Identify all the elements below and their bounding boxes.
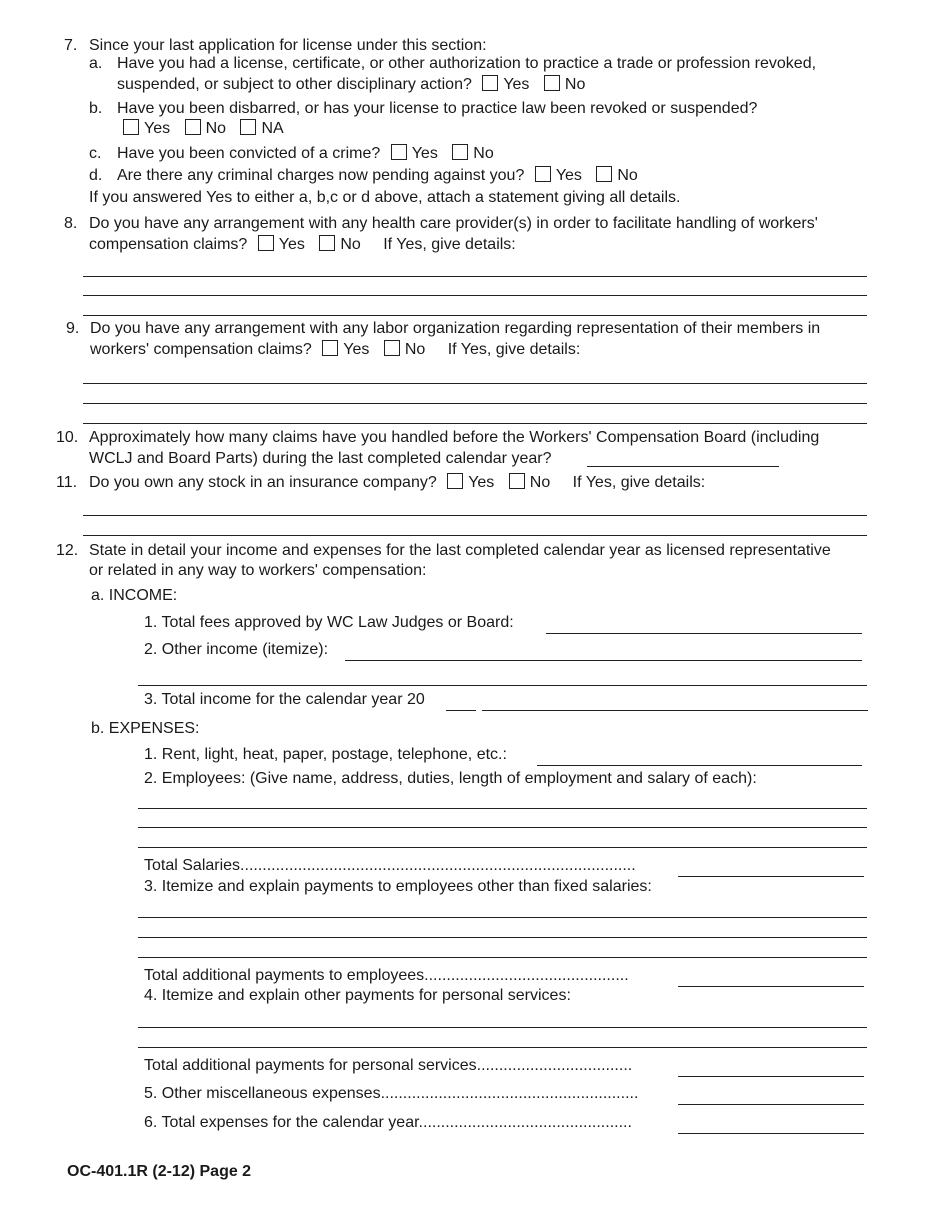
q11-details-label: If Yes, give details: [572, 474, 706, 491]
q7c-no-checkbox[interactable] [452, 144, 468, 160]
q7a-label: a. [89, 55, 103, 72]
total-salaries-label: Total Salaries......................................................................................... [144, 857, 636, 874]
q9-details-label: If Yes, give details: [447, 341, 581, 358]
income-heading: a. INCOME: [91, 587, 178, 604]
expenses-heading: b. EXPENSES: [91, 720, 200, 737]
total-salaries-field[interactable] [678, 876, 864, 877]
q7d-no-label: No [617, 167, 638, 184]
q9-no-checkbox[interactable] [384, 340, 400, 356]
q7-text: Since your last application for license under this section: [89, 37, 487, 54]
q7b-yes-checkbox[interactable] [123, 119, 139, 135]
q10-text-2: WCLJ and Board Parts) during the last completed calendar year? [89, 450, 552, 467]
q7d-label: d. [89, 167, 103, 184]
q9-row [90, 340, 580, 360]
q8-no-checkbox[interactable] [319, 235, 335, 251]
q9-yes-label: Yes [343, 341, 370, 358]
q9-details-line-1[interactable] [83, 383, 867, 384]
employees-line-1[interactable] [138, 808, 867, 809]
total-additional-field[interactable] [678, 986, 864, 987]
additional-payments-line-3[interactable] [138, 957, 867, 958]
q8-text-2: compensation claims? [89, 236, 248, 253]
additional-payments-line-1[interactable] [138, 917, 867, 918]
q7d-no-checkbox[interactable] [596, 166, 612, 182]
total-expenses-field[interactable] [678, 1133, 864, 1134]
q7a-yes-checkbox[interactable] [482, 75, 498, 91]
q11-no-checkbox[interactable] [509, 473, 525, 489]
q8-details-line-3[interactable] [83, 315, 867, 316]
q9-text-2: workers' compensation claims? [90, 341, 312, 358]
q9-details-line-2[interactable] [83, 403, 867, 404]
q8-yes-label: Yes [278, 236, 305, 253]
q7c-row [117, 144, 498, 164]
expenses-item-6: 6. Total expenses for the calendar year................................................ [144, 1114, 632, 1131]
total-personal-field[interactable] [678, 1076, 864, 1077]
q10-number: 10. [56, 429, 79, 446]
q7c-no-label: No [473, 145, 494, 162]
q7b-no-checkbox[interactable] [185, 119, 201, 135]
form-footer: OC-401.1R (2-12) Page 2 [67, 1163, 252, 1180]
expenses-item-1: 1. Rent, light, heat, paper, postage, telephone, etc.: [144, 746, 507, 763]
q8-details-label: If Yes, give details: [383, 236, 516, 253]
q7a-text-1: Have you had a license, certificate, or other authorization to practice a trade or profession revoked, [117, 55, 817, 72]
q7b-label: b. [89, 100, 103, 117]
q7b-options [117, 119, 288, 139]
q9-text-1: Do you have any arrangement with any labor organization regarding representation of their members in [90, 320, 821, 337]
q8-yes-checkbox[interactable] [258, 235, 274, 251]
q12-number: 12. [56, 542, 79, 559]
q8-text-1: Do you have any arrangement with any health care provider(s) in order to facilitate handling of workers' [89, 215, 818, 232]
q7b-na-checkbox[interactable] [240, 119, 256, 135]
q8-details-line-1[interactable] [83, 276, 867, 277]
q7a-no-checkbox[interactable] [544, 75, 560, 91]
q12-text-2: or related in any way to workers' compensation: [89, 562, 427, 579]
income-item-2: 2. Other income (itemize): [144, 641, 329, 658]
q7d-row [117, 166, 642, 186]
income-total-field[interactable] [482, 710, 868, 711]
q7b-text: Have you been disbarred, or has your license to practice law been revoked or suspended? [117, 100, 758, 117]
income-other-field-1[interactable] [345, 660, 862, 661]
q7b-yes-label: Yes [144, 120, 171, 137]
q7d-yes-checkbox[interactable] [535, 166, 551, 182]
income-item-3: 3. Total income for the calendar year 20 [144, 691, 425, 708]
income-fees-field[interactable] [546, 633, 862, 634]
q7-note: If you answered Yes to either a, b,c or d above, attach a statement giving all details. [89, 189, 681, 206]
personal-services-line-2[interactable] [138, 1047, 867, 1048]
expenses-rent-field[interactable] [537, 765, 862, 766]
q11-number: 11. [56, 474, 78, 491]
additional-payments-line-2[interactable] [138, 937, 867, 938]
q7c-label: c. [89, 145, 102, 162]
q8-row [89, 235, 516, 255]
q11-no-label: No [529, 474, 551, 491]
q7a-row [117, 75, 589, 95]
expenses-item-2: 2. Employees: (Give name, address, duties, length of employment and salary of each): [144, 770, 757, 787]
income-year-field[interactable] [446, 710, 476, 711]
income-other-field-2[interactable] [138, 685, 867, 686]
total-personal-label: Total additional payments for personal services................................... [144, 1057, 633, 1074]
expenses-item-4: 4. Itemize and explain other payments for personal services: [144, 987, 571, 1004]
q7b-na-label: NA [261, 120, 284, 137]
expenses-item-3: 3. Itemize and explain payments to employees other than fixed salaries: [144, 878, 652, 895]
q8-number: 8. [64, 215, 78, 232]
q11-text: Do you own any stock in an insurance company? [89, 474, 437, 491]
q11-row [89, 473, 705, 493]
q11-yes-label: Yes [468, 474, 495, 491]
employees-line-2[interactable] [138, 827, 867, 828]
q10-text-1: Approximately how many claims have you handled before the Workers' Compensation Board (including [89, 429, 820, 446]
income-item-1: 1. Total fees approved by WC Law Judges or Board: [144, 614, 514, 631]
q11-details-line-1[interactable] [83, 515, 867, 516]
q7c-yes-checkbox[interactable] [391, 144, 407, 160]
q10-claims-count-field[interactable] [587, 466, 779, 467]
q9-yes-checkbox[interactable] [322, 340, 338, 356]
q7a-text-2: suspended, or subject to other disciplinary action? [117, 76, 472, 93]
q7-number: 7. [64, 37, 78, 54]
q11-yes-checkbox[interactable] [447, 473, 463, 489]
q7b-no-label: No [205, 120, 227, 137]
q7c-text: Have you been convicted of a crime? [117, 145, 381, 162]
q7a-yes-label: Yes [503, 76, 530, 93]
q8-details-line-2[interactable] [83, 295, 867, 296]
total-additional-label: Total additional payments to employees.............................................. [144, 967, 629, 984]
personal-services-line-1[interactable] [138, 1027, 867, 1028]
q9-details-line-3[interactable] [83, 423, 867, 424]
q7d-text: Are there any criminal charges now pending against you? [117, 167, 525, 184]
misc-expenses-field[interactable] [678, 1104, 864, 1105]
q7d-yes-label: Yes [555, 167, 582, 184]
q11-details-line-2[interactable] [83, 535, 867, 536]
q7c-yes-label: Yes [411, 145, 438, 162]
q7a-no-label: No [564, 76, 586, 93]
q9-no-label: No [404, 341, 426, 358]
expenses-item-5: 5. Other miscellaneous expenses.......................................................... [144, 1085, 639, 1102]
q9-number: 9. [66, 320, 80, 337]
q12-text-1: State in detail your income and expenses for the last completed calendar year as licensed representative [89, 542, 831, 559]
q8-no-label: No [340, 236, 361, 253]
employees-line-3[interactable] [138, 847, 867, 848]
